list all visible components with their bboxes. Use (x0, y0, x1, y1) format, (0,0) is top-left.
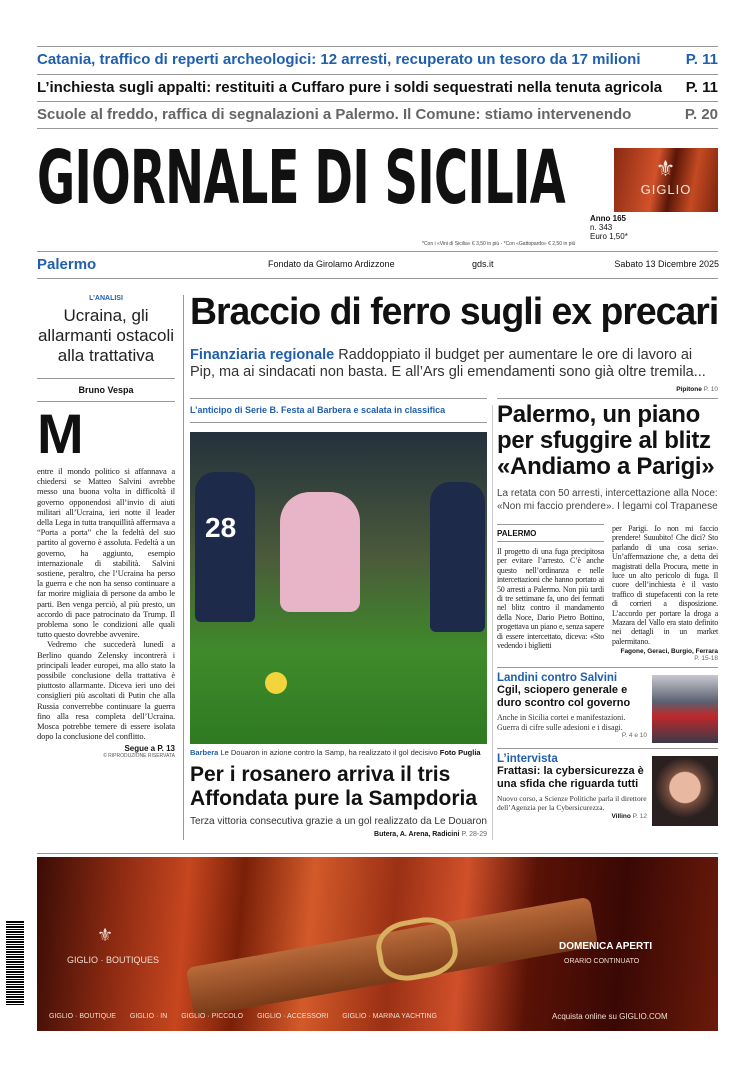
teaser-text: Catania, traffico di reperti archeologici: 12 arresti, recuperato un tesoro da 17 milioni (37, 51, 641, 68)
prezzo: Euro 1,50* (590, 232, 628, 241)
blitz-col2: per Parigi. Io non mi faccio prendere! Suuubito! Che dici? Sto parlando di una cosa seria». Un’affermazione che, a detta dei magistrati della Procura, mette in luce un alto pericolo di fuga. Il cuore dell’inchiesta è il vasto traffico di stupefacenti con la rete di corrieri a disposizione. L’accordo per portare la droga a Mazara del Vallo era stato definito nei dettagli in un market palermitano. (612, 524, 718, 646)
teaser-text: Scuole al freddo, raffica di segnalazioni a Palermo. Il Comune: stiamo intervenendo (37, 106, 632, 123)
giglio-ad-box[interactable] (614, 148, 718, 212)
match-photo (190, 432, 487, 744)
edition-label: Palermo (37, 256, 97, 273)
sport-headline[interactable]: Per i rosanero arriva il tris Affondata pure la Sampdoria (190, 763, 478, 810)
blitz-place: PALERMO (497, 529, 537, 538)
sport-page: P. 28-29 (461, 831, 487, 838)
sport-authors: Butera, A. Arena, Radicini (374, 831, 460, 838)
ad-brand: GIGLIO · BOUTIQUES (67, 955, 160, 965)
price-note: *Con i «Vini di Sicilia» € 3,50 in più - *Con «Gattopardo» € 2,50 in più (422, 241, 576, 247)
lead-summary (190, 347, 720, 381)
teaser-text: L’inchiesta sugli appalti: restituiti a Cuffaro pure i soldi sequestrati nella tenuta agricola (37, 79, 663, 96)
teaser-page: P. 20 (684, 106, 718, 123)
ad-open-sunday: DOMENICA APERTI (559, 941, 653, 952)
blitz-page: P. 15-18 (694, 655, 718, 663)
blitz-article[interactable] (497, 524, 718, 662)
interview-text: Nuovo corso, a Scienze Politiche parla il direttore dell’Agenzia per la Cybersicurezza. (497, 794, 647, 813)
jersey-number: 28 (205, 512, 237, 543)
interview-author: Villino (611, 812, 631, 820)
right-column (497, 524, 718, 826)
lead-headline[interactable]: Braccio di ferro sugli ex precari (190, 291, 719, 333)
lead-author: Pipitone (676, 386, 702, 393)
barcode (6, 920, 24, 1005)
numero: n. 343 (590, 223, 613, 232)
ad-hours: ORARIO CONTINUATO (564, 958, 640, 965)
lily-logo-icon: ⚜ (655, 156, 677, 181)
cgil-kicker: Landini contro Salvini (497, 672, 618, 685)
blitz-headline[interactable]: Palermo, un piano per sfuggire al blitz «Andiamo a Parigi» (497, 401, 715, 480)
giglio-logo-text: GIGLIO (640, 182, 692, 197)
rights-note: © RIPRODUZIONE RISERVATA (103, 753, 175, 760)
blitz-authors: Fagone, Geraci, Burgio, Ferrara (620, 648, 718, 656)
photo-caption: Barbera Le Douaron in azione contro la Samp, ha realizzato il gol decisivo Foto Puglia (190, 748, 481, 757)
teaser-page: P. 11 (685, 79, 718, 96)
cgil-text: Anche in Sicilia cortei e manifestazioni. Guerra di cifre sulle adesioni e i disagi. (497, 713, 626, 732)
analysis-body: entre il mondo politico si affannava a chiedersi se Matteo Salvini avrebbe messo una buona volta in difficoltà il governo opponendosi all’invio di aiuti militari all’Ucraina, ieri notte il leader della Lega in tutta tranquillità affermava a “Porta a porta” che la fedeltà del suo partito al governo è assoluta. Fedeltà a un governo, ha aggiunto, esempio internazionale di stabilità. Salvini sostiene, peraltro, che l’Ucraina ha perso la guerra e che non ha senso continuare a far morire migliaia di persone da ambo le parti. Ben venga perciò, al più presto, un accordo di pace patrocinato da Trump. Il problema sono le condizioni alle quali tutto questo dovrebbe avvenire. (37, 466, 175, 640)
ad-stores: GIGLIO · BOUTIQUE GIGLIO · IN GIGLIO · PICCOLO GIGLIO · ACCESSORI GIGLIO · MARINA YACHTING (49, 1013, 437, 1020)
analysis-article[interactable] (37, 295, 175, 759)
continue-link[interactable]: Segue a P. 13 (124, 744, 175, 754)
strike-photo (652, 675, 718, 743)
dropcap: M (37, 402, 84, 465)
interview-headline[interactable]: Frattasi: la cybersicurezza è una sfida che riguarda tutti (497, 765, 644, 791)
sport-kicker: L’anticipo di Serie B. Festa al Barbera e scalata in classifica (190, 405, 446, 415)
lead-text: Raddoppiato il budget per aumentare le ore di lavoro ai Pip, ma ai sindacati non basta. E all’Ars gli emendamenti sono già oltre tremila... (190, 347, 706, 380)
masthead-title: GIORNALE DI SICILIA (37, 135, 566, 221)
anno: Anno 165 (590, 214, 627, 223)
teaser-page: P. 11 (685, 51, 718, 68)
interview-page: P. 12 (632, 812, 647, 820)
lead-page: P. 10 (703, 386, 718, 393)
frattasi-photo (652, 756, 718, 826)
sport-sub: Terza vittoria consecutiva grazie a un gol realizzato da Le Douaron (190, 815, 487, 827)
lily-logo-icon: ⚜ (97, 925, 114, 945)
giglio-advertisement[interactable] (37, 857, 718, 1031)
buckle-image (372, 913, 461, 986)
analysis-body: Vedremo che succederà lunedì a Berlino quando Zelensky incontrerà i principali leader europei, ma allo stato la possibile conclusione della trattativa è piuttosto allarmante. Diceva ieri uno dei consiglieri più ascoltati di Putin che alla Russia converrebbe continuare la guerra fino alla resa completa dell’Ucraina. Mosca potrebbe temere di essere isolata dopo la conclusione del conflitto. (37, 639, 175, 742)
cgil-article[interactable] (497, 672, 718, 743)
cgil-page: P. 4 e 10 (621, 732, 647, 740)
analysis-author: Bruno Vespa (37, 378, 175, 402)
lead-kicker: Finanziaria regionale (190, 347, 335, 363)
founded: Fondato da Girolamo Ardizzone (268, 259, 395, 269)
interview-article[interactable] (497, 753, 718, 826)
date: Sabato 13 Dicembre 2025 (614, 259, 719, 269)
site-link[interactable]: gds.it (472, 259, 494, 269)
analysis-title: Ucraina, gli allarmanti ostacoli alla trattativa (37, 306, 175, 365)
cgil-headline[interactable]: Cgil, sciopero generale e duro scontro col governo (497, 684, 631, 710)
analysis-kicker: L’ANALISI (89, 295, 123, 302)
interview-kicker: L’intervista (497, 753, 558, 766)
blitz-sub: La retata con 50 arresti, intercettazione alla Noce: «Non mi faccio prendere». I legami col Trapanese (497, 488, 718, 512)
ad-online[interactable]: Acquista online su GIGLIO.COM (552, 1012, 668, 1021)
blitz-col1: Il progetto di una fuga precipitosa per evitare l’arresto. C’è anche questo nell’ordinanza e nelle intercettazioni che hanno portato ai 50 arresti a Palermo. Non più tardi di tre settimane fa, uno dei fermati nel blitz contro il mandamento della Noce, Dario Pietro Bottino, progettava un piano e, senza sapere di essere intercettato, diceva: «Sto vedendo i biglietti (497, 547, 604, 651)
